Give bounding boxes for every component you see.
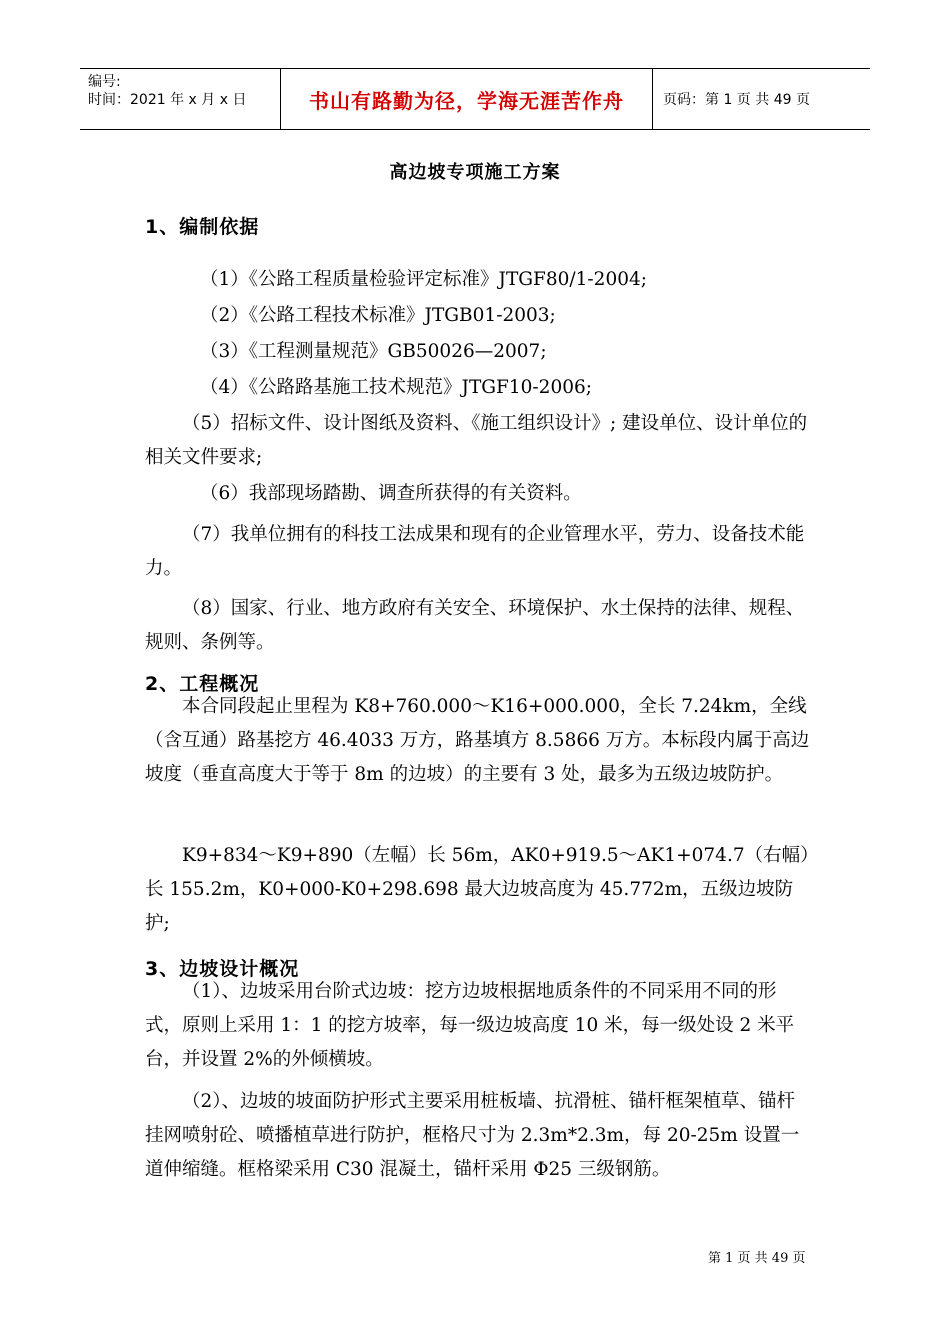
basis-item: （7）我单位拥有的科技工法成果和现有的企业管理水平，劳力、设备技术能力。 bbox=[145, 524, 805, 579]
section-3-heading: 3、边坡设计概况 bbox=[145, 958, 300, 980]
document-title: 高边坡专项施工方案 bbox=[389, 162, 561, 183]
header-page-cell bbox=[653, 69, 870, 129]
basis-item: （3）《工程测量规范》GB50026—2007; bbox=[200, 341, 547, 362]
header-meta-cell bbox=[80, 69, 280, 129]
overview-paragraph: K9+834～K9+890（左幅）长 56m，AK0+919.5～AK1+074.7（右幅）长 155.2m，K0+000-K0+298.698 最大边坡高度为 45.772m，五级边坡防护; bbox=[145, 845, 810, 934]
section-1-heading: 1、编制依据 bbox=[145, 216, 260, 238]
basis-item: （6）我部现场踏勘、调查所获得的有关资料。 bbox=[200, 483, 582, 504]
basis-item: （4）《公路路基施工技术规范》JTGF10-2006; bbox=[200, 377, 592, 398]
page-footer: 第 1 页 共 49 页 bbox=[708, 1251, 806, 1266]
basis-item: （1）《公路工程质量检验评定标准》JTGF80/1-2004; bbox=[200, 269, 648, 290]
basis-item: （2）《公路工程技术标准》JTGB01-2003; bbox=[200, 305, 556, 326]
design-paragraph: （2）、边坡的坡面防护形式主要采用桩板墙、抗滑桩、锚杆框架植草、锚杆挂网喷射砼、喷播植草进行防护，框格尺寸为 2.3m*2.3m，每 20-25m 设置一道伸缩缝。框格梁采用 C30 混凝土，锚杆采用 Φ25 三级钢筋。 bbox=[145, 1091, 800, 1180]
date-label: 时间：2021 年 x 月 x 日 bbox=[88, 92, 247, 108]
section-2-heading: 2、工程概况 bbox=[145, 673, 260, 695]
overview-paragraph: 本合同段起止里程为 K8+760.000～K16+000.000，全长 7.24km，全线（含互通）路基挖方 46.4033 万方，路基填方 8.5866 万方。本标段内属于高边坡度（垂直高度大于等于 8m 的边坡）的主要有 3 处，最多为五级边坡防护。 bbox=[145, 696, 810, 785]
serial-label: 编号: bbox=[88, 74, 121, 90]
header-motto-cell bbox=[280, 69, 653, 129]
basis-item: （5）招标文件、设计图纸及资料、《施工组织设计》; 建设单位、设计单位的相关文件要求; bbox=[145, 413, 808, 468]
page-info: 页码：第 1 页 共 49 页 bbox=[663, 92, 810, 108]
page-header bbox=[80, 68, 870, 130]
motto-text: 书山有路勤为径，学海无涯苦作舟 bbox=[309, 88, 624, 113]
design-paragraph: （1）、边坡采用台阶式边坡：挖方边坡根据地质条件的不同采用不同的形式，原则上采用 1：1 的挖方坡率，每一级边坡高度 10 米，每一级处设 2 米平台，并设置 2%的外倾横坡。 bbox=[145, 981, 795, 1070]
basis-item: （8）国家、行业、地方政府有关安全、环境保护、水土保持的法律、规程、规则、条例等。 bbox=[145, 598, 805, 653]
